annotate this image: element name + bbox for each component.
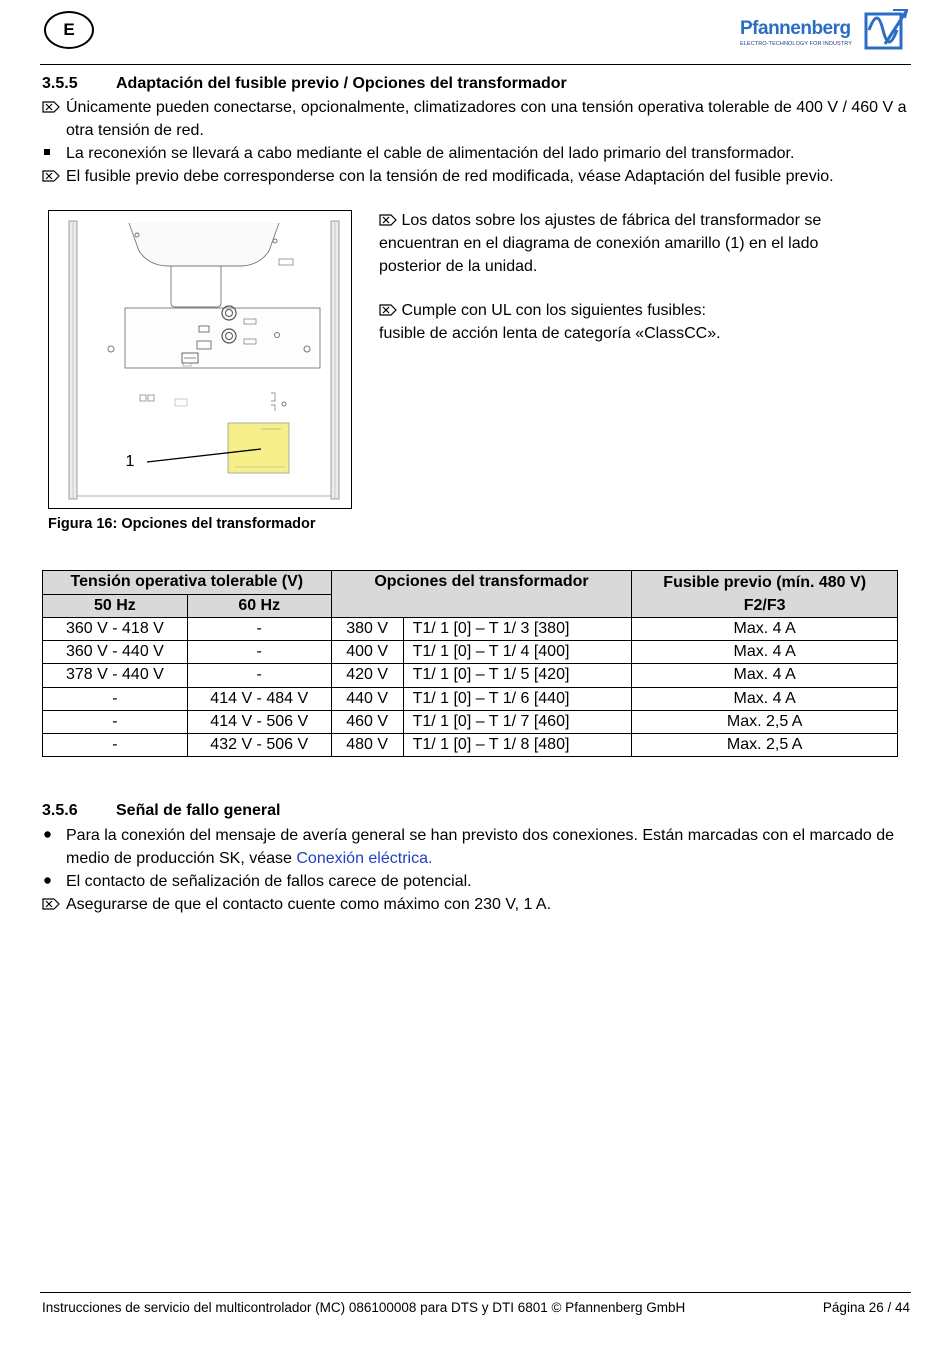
arrow-note-icon [42,894,64,917]
factory-settings-text: Los datos sobre los ajustes de fábrica del transformador se encuentran en el diagrama de conexión amarillo (1) en el lado posterior de la unidad. [379,212,822,275]
language-badge: E [44,11,94,49]
note-text: Asegurarse de que el contacto cuente como máximo con 230 V, 1 A. [66,896,552,913]
logo-tagline: ELECTRO-TECHNOLOGY FOR INDUSTRY [740,41,852,47]
cell-tap: T1/ 1 [0] – T 1/ 3 [380] [403,618,632,641]
unit-rear-diagram [49,211,351,508]
cell-fuse: Max. 2,5 A [632,710,898,733]
electrical-connection-link[interactable]: Conexión eléctrica. [296,849,433,867]
bullet-item [42,825,912,871]
cell-60hz: 414 V - 506 V [187,710,331,733]
cell-60hz: - [187,664,331,687]
cell-voltage: 460 V [331,710,403,733]
cell-50hz: - [43,710,188,733]
header-fuse-line2: F2/F3 [743,597,786,614]
note-item [42,166,912,189]
factory-settings-note [379,210,879,278]
header-rule [40,64,911,65]
cell-50hz: - [43,733,188,756]
ul-note-line1: Cumple con UL con los siguientes fusibles: [401,302,706,319]
cell-60hz: 432 V - 506 V [187,733,331,756]
cell-fuse: Max. 4 A [632,618,898,641]
transformer-figure [48,210,352,509]
arrow-note-icon [379,304,397,316]
cell-60hz: - [187,618,331,641]
pfannenberg-logo [740,8,910,52]
cell-voltage: 420 V [331,664,403,687]
note-text: El fusible previo debe corresponderse con la tensión de red modificada, véase Adaptación del fusible previo. [66,168,834,185]
arrow-note-icon [379,214,397,226]
header-fuse-line1: Fusible previo (mín. 480 V) [663,574,867,591]
cell-tap: T1/ 1 [0] – T 1/ 7 [460] [403,710,632,733]
figure-caption: Figura 16: Opciones del transformador [48,516,316,532]
section-number: 3.5.6 [42,802,78,819]
table-row [43,687,898,710]
arrow-note-icon [42,97,64,120]
section-title: Señal de fallo general [116,802,281,819]
cell-voltage: 400 V [331,641,403,664]
cell-60hz: - [187,641,331,664]
cell-tap: T1/ 1 [0] – T 1/ 6 [440] [403,687,632,710]
table-row [43,710,898,733]
cell-tap: T1/ 1 [0] – T 1/ 5 [420] [403,664,632,687]
ul-note-line2: fusible de acción lenta de categoría «ClassCC». [379,324,721,342]
cell-50hz: 360 V - 440 V [43,641,188,664]
section-heading-356 [42,802,281,820]
section-number: 3.5.5 [42,75,78,92]
header-50hz: 50 Hz [43,594,188,618]
header-60hz: 60 Hz [187,594,331,618]
table-header-row [43,571,898,595]
header-options: Opciones del transformador [331,571,632,618]
table-row [43,733,898,756]
bullet-item [42,871,912,894]
table-row [43,664,898,687]
bullet-text: La reconexión se llevará a cabo mediante el cable de alimentación del lado primario del transformador. [66,145,795,162]
header-fuse [632,571,898,618]
bullet-item [42,143,912,166]
arrow-note-icon [42,166,64,189]
cell-50hz: - [43,687,188,710]
round-bullet-icon [44,871,66,894]
footer-page-number: Página 26 / 44 [822,1300,910,1315]
footer-rule [40,1292,911,1293]
note-item [42,894,912,917]
cell-tap: T1/ 1 [0] – T 1/ 8 [480] [403,733,632,756]
cell-60hz: 414 V - 484 V [187,687,331,710]
note-text: Únicamente pueden conectarse, opcionalmente, climatizadores con una tensión operativa tolerable de 400 V / 460 V a otra tensión de red. [66,99,907,139]
table-row [43,618,898,641]
note-item [42,97,912,143]
logo-brand-name: Pfannenberg [740,18,851,39]
callout-label: 1 [113,451,147,473]
cell-fuse: Max. 4 A [632,687,898,710]
cell-50hz: 360 V - 418 V [43,618,188,641]
bullet-text: El contacto de señalización de fallos carece de potencial. [66,873,472,890]
square-bullet-icon [44,143,66,166]
transformer-options-table [42,570,898,757]
cell-fuse: Max. 4 A [632,641,898,664]
cell-tap: T1/ 1 [0] – T 1/ 4 [400] [403,641,632,664]
cell-voltage: 440 V [331,687,403,710]
table-row [43,641,898,664]
cell-fuse: Max. 4 A [632,664,898,687]
logo-mark-icon [863,8,909,50]
header-voltage: Tensión operativa tolerable (V) [43,571,332,595]
cell-50hz: 378 V - 440 V [43,664,188,687]
round-bullet-icon [44,825,66,848]
cell-fuse: Max. 2,5 A [632,733,898,756]
bullet-text [42,825,912,871]
footer-document-info: Instrucciones de servicio del multicontrolador (MC) 086100008 para DTS y DTI 6801 © Pfannenberg GmbH [42,1300,686,1315]
cell-voltage: 480 V [331,733,403,756]
ul-note [379,300,879,346]
section-heading-355 [42,75,567,93]
cell-voltage: 380 V [331,618,403,641]
bullet-text-body: Para la conexión del mensaje de avería general se han previsto dos conexiones. Están marcadas con el marcado de medio de producción SK, véase [66,827,895,867]
section-title: Adaptación del fusible previo / Opciones del transformador [116,75,567,92]
